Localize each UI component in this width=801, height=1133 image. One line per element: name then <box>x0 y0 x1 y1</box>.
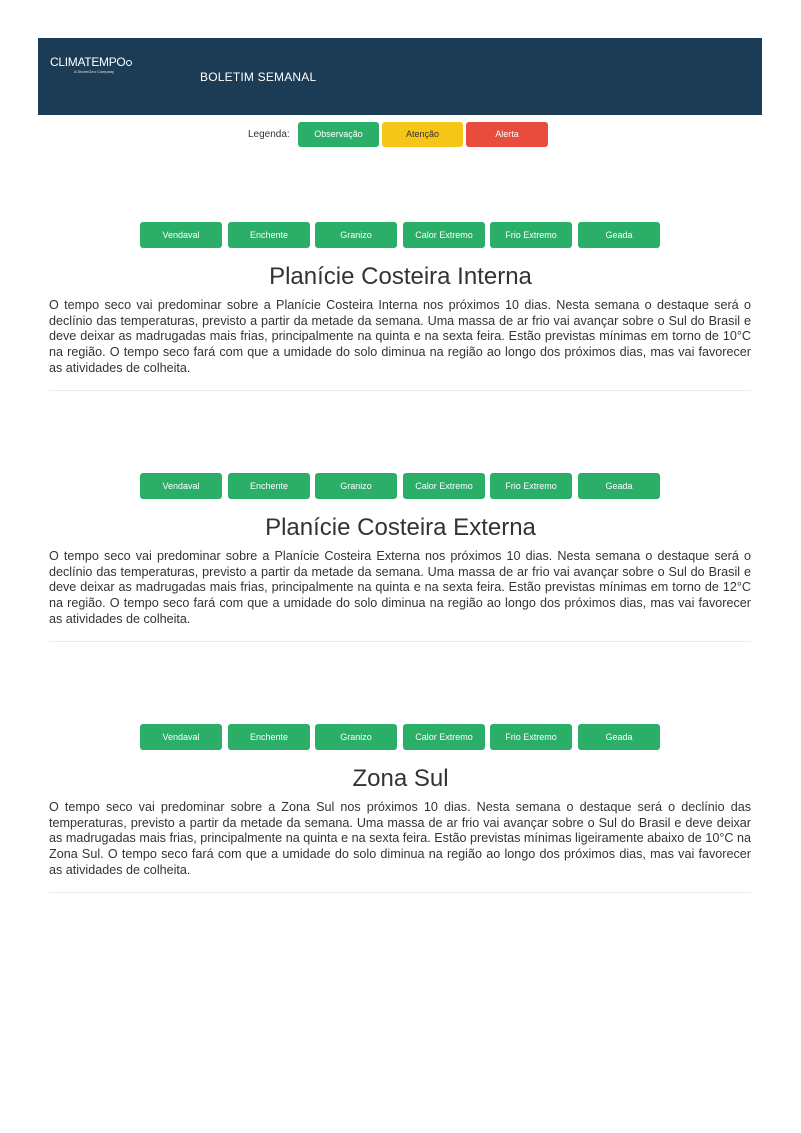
tag-granizo[interactable]: Granizo <box>315 473 397 499</box>
legend <box>0 122 801 147</box>
tag-vendaval[interactable]: Vendaval <box>140 724 222 750</box>
legend-atencao-button[interactable]: Atenção <box>382 122 463 147</box>
tag-geada[interactable]: Geada <box>578 724 660 750</box>
region-section-planicie-costeira-externa <box>0 473 801 648</box>
hazard-tags <box>0 222 801 248</box>
section-divider <box>49 892 751 893</box>
section-text: O tempo seco vai predominar sobre a Planície Costeira Externa nos próximos 10 dias. Nesta semana o destaque será o declínio das temperaturas, previsto a partir da metade da semana. Uma massa de ar frio vai avançar sobre o Sul do Brasil e deve deixar as madrugadas mais frias, principalmente na quinta e na sexta feira. Estão previstas mínimas em torno de 12°C na região. O tempo seco fará com que a umidade do solo diminua na região ao longo dos próximos dias, mas vai favorecer as atividades de colheita. <box>49 549 751 626</box>
tag-vendaval[interactable]: Vendaval <box>140 222 222 248</box>
legend-label: Legenda: <box>248 129 290 140</box>
section-title: Zona Sul <box>352 765 449 792</box>
page-title: BOLETIM SEMANAL <box>200 70 317 84</box>
page-header <box>38 38 762 115</box>
section-divider <box>49 390 751 391</box>
section-divider <box>49 641 751 642</box>
tag-vendaval[interactable]: Vendaval <box>140 473 222 499</box>
climatempo-logo <box>50 56 132 74</box>
section-title: Planície Costeira Externa <box>265 514 536 541</box>
tag-geada[interactable]: Geada <box>578 222 660 248</box>
legend-alerta-button[interactable]: Alerta <box>466 122 548 147</box>
tag-enchente[interactable]: Enchente <box>228 473 310 499</box>
logo-text: CLIMATEMPO <box>50 55 126 69</box>
logo-dot-icon <box>126 60 132 66</box>
region-section-planicie-costeira-interna <box>0 222 801 397</box>
tag-frio-extremo[interactable]: Frio Extremo <box>490 473 572 499</box>
section-text: O tempo seco vai predominar sobre a Planície Costeira Interna nos próximos 10 dias. Nesta semana o destaque será o declínio das temperaturas, previsto a partir da metade da semana. Uma massa de ar frio vai avançar sobre o Sul do Brasil e deve deixar as madrugadas mais frias, principalmente na quinta e na sexta feira. Estão previstas mínimas em torno de 10°C na região. O tempo seco fará com que a umidade do solo diminua na região ao longo dos próximos dias, mas vai favorecer as atividades de colheita. <box>49 298 751 375</box>
tag-frio-extremo[interactable]: Frio Extremo <box>490 222 572 248</box>
tag-granizo[interactable]: Granizo <box>315 724 397 750</box>
tag-calor-extremo[interactable]: Calor Extremo <box>403 222 485 248</box>
tag-granizo[interactable]: Granizo <box>315 222 397 248</box>
tag-frio-extremo[interactable]: Frio Extremo <box>490 724 572 750</box>
tag-calor-extremo[interactable]: Calor Extremo <box>403 724 485 750</box>
logo-tagline: A StormGeo Company <box>74 69 115 74</box>
section-title: Planície Costeira Interna <box>269 263 532 290</box>
legend-observacao-button[interactable]: Observação <box>298 122 379 147</box>
tag-geada[interactable]: Geada <box>578 473 660 499</box>
region-section-zona-sul <box>0 724 801 899</box>
tag-enchente[interactable]: Enchente <box>228 222 310 248</box>
tag-calor-extremo[interactable]: Calor Extremo <box>403 473 485 499</box>
section-text: O tempo seco vai predominar sobre a Zona Sul nos próximos 10 dias. Nesta semana o destaque será o declínio das temperaturas, previsto a partir da metade da semana. Uma massa de ar frio vai avançar sobre o Sul do Brasil e deve deixar as madrugadas mais frias, principalmente na quinta e na sexta feira. Estão previstas mínimas ligeiramente abaixo de 10°C na Zona Sul. O tempo seco fará com que a umidade do solo diminua na região ao longo dos próximos dias, mas vai favorecer as atividades de colheita. <box>49 800 751 877</box>
hazard-tags <box>0 473 801 499</box>
hazard-tags <box>0 724 801 750</box>
tag-enchente[interactable]: Enchente <box>228 724 310 750</box>
